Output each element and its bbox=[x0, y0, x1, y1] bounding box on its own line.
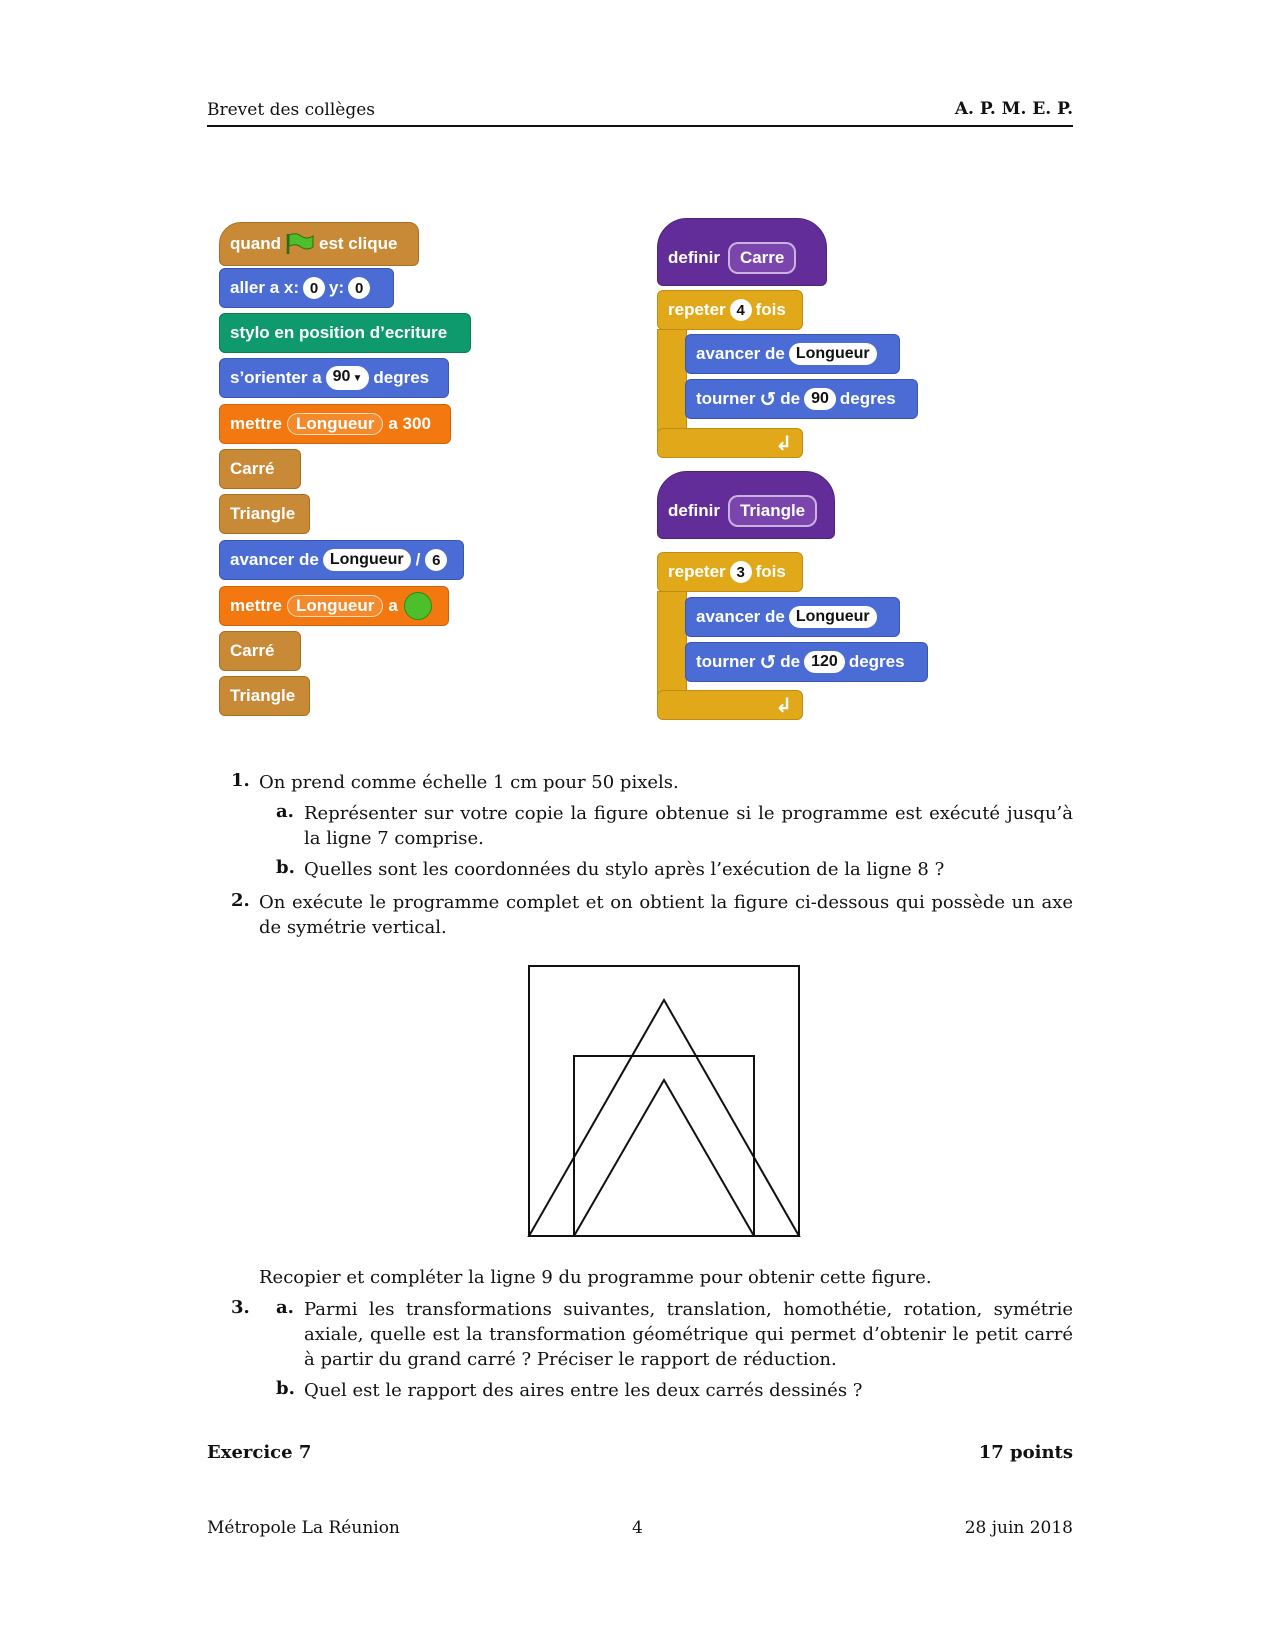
footer-left: Métropole La Réunion bbox=[207, 1518, 400, 1538]
q1-number: 1. bbox=[231, 770, 250, 791]
q2-text: On exécute le programme complet et on obtient la figure ci-dessous qui possède un axe de symétrie vertical. bbox=[259, 892, 1073, 938]
when-flag-block bbox=[219, 222, 419, 266]
point-unit: degres bbox=[373, 368, 430, 387]
repeat-4-block bbox=[657, 290, 803, 330]
carre-turn-de: de bbox=[780, 389, 801, 408]
repeat-times-2: fois bbox=[755, 562, 786, 581]
q1-text: On prend comme échelle 1 cm pour 50 pixels. bbox=[259, 772, 679, 793]
goto-x-input[interactable]: 0 bbox=[303, 277, 325, 299]
call-triangle-block: Triangle bbox=[219, 494, 310, 534]
carre-turn-label: tourner bbox=[696, 389, 756, 408]
q3-number: 3. bbox=[231, 1297, 250, 1318]
triangle-move-var[interactable]: Longueur bbox=[789, 606, 877, 628]
move-var-reporter[interactable]: Longueur bbox=[323, 549, 411, 571]
exercise-points: 17 points bbox=[978, 1442, 1073, 1463]
loop-arrow-icon: ↲ bbox=[775, 432, 792, 455]
triangle-turn-unit: degres bbox=[848, 652, 905, 671]
call-carre-block: Carré bbox=[219, 449, 301, 489]
define-label: definir bbox=[668, 248, 720, 267]
repeat-3-foot bbox=[657, 690, 803, 720]
large-triangle bbox=[529, 1000, 799, 1236]
call-carre-block-2: Carré bbox=[219, 631, 301, 671]
point-direction-block bbox=[219, 358, 449, 398]
set2-var-dropdown[interactable]: Longueur bbox=[287, 595, 383, 617]
goto-y-label: y: bbox=[329, 278, 345, 297]
set-value: a 300 bbox=[388, 414, 431, 433]
repeat-label-2: repeter bbox=[668, 562, 726, 581]
goto-block bbox=[219, 268, 394, 308]
set-label: mettre bbox=[230, 414, 282, 433]
move-divisor-input[interactable]: 6 bbox=[425, 549, 447, 571]
triangle-move-label: avancer de bbox=[696, 607, 785, 626]
repeat-4-foot bbox=[657, 428, 803, 458]
carre-turn-block bbox=[685, 379, 918, 419]
triangle-turn-value[interactable]: 120 bbox=[804, 651, 845, 673]
small-triangle bbox=[574, 1080, 754, 1236]
define-carre-name: Carre bbox=[728, 242, 796, 274]
move-block bbox=[219, 540, 464, 580]
loop-arrow-icon-2: ↲ bbox=[775, 694, 792, 717]
carre-move-label: avancer de bbox=[696, 344, 785, 363]
set2-label: mettre bbox=[230, 596, 282, 615]
program-output-figure bbox=[520, 955, 810, 1245]
page-number: 4 bbox=[632, 1518, 643, 1538]
exercise-title: Exercice 7 bbox=[207, 1442, 312, 1463]
rotate-left-icon-2: ↺ bbox=[759, 651, 777, 674]
repeat-3-arm bbox=[657, 591, 687, 697]
q1a-number: a. bbox=[276, 801, 294, 822]
call-triangle-block-2: Triangle bbox=[219, 676, 310, 716]
when-flag-suffix: est clique bbox=[319, 234, 398, 253]
point-value-input[interactable] bbox=[326, 366, 370, 390]
footer-right: 28 juin 2018 bbox=[964, 1518, 1073, 1538]
define-triangle-hat bbox=[657, 471, 835, 539]
point-label: s’orienter a bbox=[230, 368, 322, 387]
triangle-move-block bbox=[685, 597, 900, 637]
dropdown-arrow-icon: ▼ bbox=[352, 373, 363, 384]
repeat-count-input[interactable]: 4 bbox=[730, 299, 752, 321]
repeat-4-arm bbox=[657, 329, 687, 435]
small-square bbox=[574, 1056, 754, 1236]
point-value: 90 bbox=[332, 368, 351, 385]
repeat-count-input-2[interactable]: 3 bbox=[730, 561, 752, 583]
repeat-3-block bbox=[657, 552, 803, 592]
header-right: A. P. M. E. P. bbox=[954, 99, 1073, 119]
q3a-number: a. bbox=[276, 1297, 294, 1318]
when-flag-prefix: quand bbox=[230, 234, 281, 253]
goto-label: aller a x: bbox=[230, 278, 299, 297]
set2-to: a bbox=[388, 596, 398, 615]
divide-operator: / bbox=[415, 550, 421, 569]
q1b-text: Quelles sont les coordonnées du stylo après l’exécution de la ligne 8 ? bbox=[304, 859, 945, 880]
empty-slot[interactable] bbox=[404, 592, 432, 620]
q3a-text: Parmi les transformations suivantes, translation, homothétie, rotation, symétrie axiale, quelle est la transformation géométrique qui permet d’obtenir le petit carré à partir du grand carré ? Préciser le rapport de réduction. bbox=[304, 1299, 1073, 1370]
carre-turn-value[interactable]: 90 bbox=[804, 388, 836, 410]
define-label-2: definir bbox=[668, 501, 720, 520]
repeat-label: repeter bbox=[668, 300, 726, 319]
carre-move-block bbox=[685, 334, 900, 374]
triangle-turn-label: tourner bbox=[696, 652, 756, 671]
carre-turn-unit: degres bbox=[839, 389, 896, 408]
q1a-text: Représenter sur votre copie la figure obtenue si le programme est exécuté jusqu’à la ligne 7 comprise. bbox=[304, 803, 1073, 849]
pen-down-block: stylo en position d’ecriture bbox=[219, 313, 471, 353]
repeat-times: fois bbox=[755, 300, 786, 319]
set-var-block-2 bbox=[219, 586, 449, 626]
header-left: Brevet des collèges bbox=[207, 100, 376, 120]
set-var-block bbox=[219, 404, 451, 444]
q3b-number: b. bbox=[276, 1378, 295, 1399]
goto-y-input[interactable]: 0 bbox=[348, 277, 370, 299]
define-carre-hat bbox=[657, 218, 827, 286]
q2-number: 2. bbox=[231, 890, 250, 911]
q2-instruction: Recopier et compléter la ligne 9 du programme pour obtenir cette figure. bbox=[259, 1267, 932, 1288]
triangle-turn-block bbox=[685, 642, 928, 682]
define-triangle-name: Triangle bbox=[728, 495, 817, 527]
large-square bbox=[529, 966, 799, 1236]
triangle-turn-de: de bbox=[780, 652, 801, 671]
carre-move-var[interactable]: Longueur bbox=[789, 343, 877, 365]
header-rule bbox=[207, 125, 1073, 127]
move-label: avancer de bbox=[230, 550, 319, 569]
set-var-dropdown[interactable]: Longueur bbox=[287, 413, 383, 435]
q1b-number: b. bbox=[276, 857, 295, 878]
rotate-left-icon: ↺ bbox=[759, 388, 777, 411]
green-flag-icon bbox=[285, 232, 315, 256]
q3b-text: Quel est le rapport des aires entre les deux carrés dessinés ? bbox=[304, 1380, 863, 1401]
